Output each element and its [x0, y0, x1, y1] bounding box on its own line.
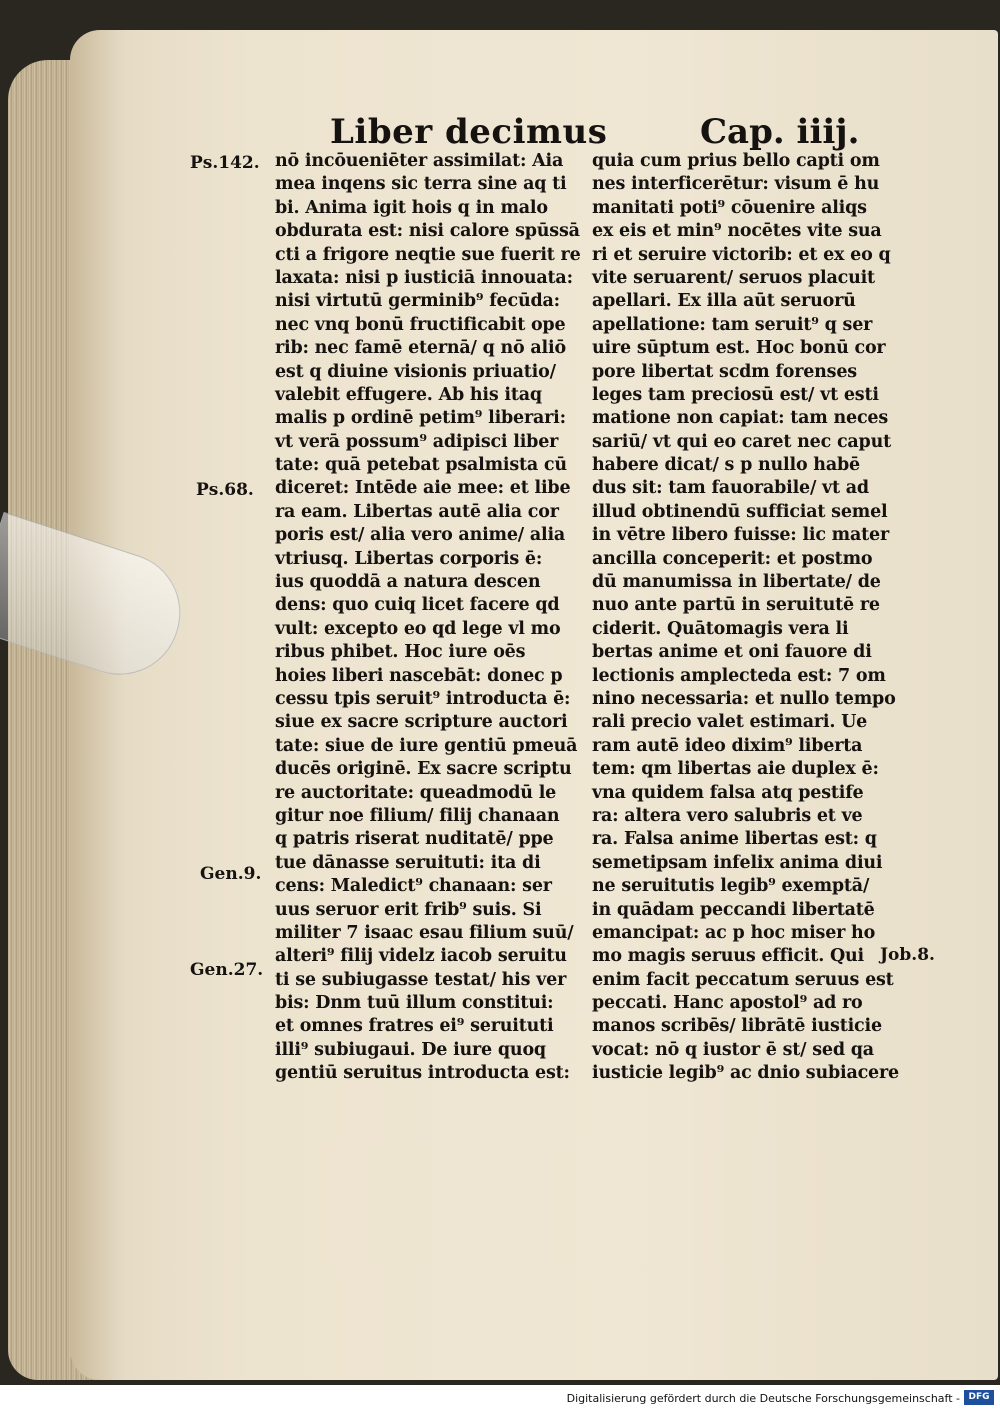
text-line: apellatione: tam seruit⁹ q ser	[592, 314, 873, 335]
text-line: laxata: nisi p iusticiā innouata:	[275, 267, 573, 288]
text-line: ducēs originē. Ex sacre scriptu	[275, 759, 572, 780]
text-line: valebit effugere. Ab his itaq	[275, 384, 542, 405]
text-line: nuo ante partū in seruitutē re	[592, 595, 880, 616]
text-line: vocat: nō q iustor ē st/ sed qa	[592, 1039, 874, 1060]
text-column-left	[275, 150, 581, 1086]
text-line: sariū/ vt qui eo caret nec caput	[592, 431, 891, 452]
funding-credit: Digitalisierung gefördert durch die Deutsche Forschungsgemeinschaft -	[566, 1392, 960, 1405]
text-column-right	[592, 150, 899, 1086]
text-line: rib: nec famē eternā/ q nō aliō	[275, 338, 566, 359]
text-line: nō incōueniēter assimilat: Aia	[275, 151, 564, 171]
text-line: illud obtinendū sufficiat semel	[592, 501, 888, 522]
text-line: diceret: Intēde aie mee: et libe	[275, 478, 571, 499]
text-line: mo magis seruus efficit. Qui	[592, 946, 864, 967]
text-line: iusticie legib⁹ ac dnio subiacere	[592, 1063, 899, 1084]
text-line: obdurata est: nisi calore spūssā	[275, 221, 580, 242]
text-line: manitati poti⁹ cōuenire aliqs	[592, 197, 867, 218]
text-line: apellari. Ex illa aūt seruorū	[592, 291, 856, 312]
text-line: dū manumissa in libertate/ de	[592, 572, 881, 593]
text-line: gitur noe filium/ filij chanaan	[275, 805, 560, 826]
text-line: alteri⁹ filij videlz iacob seruitu	[275, 946, 567, 967]
text-line: nisi virtutū germinib⁹ fecūda:	[275, 291, 560, 312]
text-line: ra. Falsa anime libertas est: q	[592, 829, 877, 850]
text-line: cens: Maledict⁹ chanaan: ser	[275, 876, 552, 897]
text-line: vite seruarent/ seruos placuit	[592, 267, 875, 288]
text-line: quia cum prius bello capti om	[592, 151, 880, 171]
text-line: poris est/ alia vero anime/ alia	[275, 525, 566, 546]
text-line: hoies liberi nascebāt: donec p	[275, 665, 563, 686]
text-line: ra: altera vero salubris et ve	[592, 805, 863, 826]
marginal-note-ps68: Ps.68.	[196, 480, 254, 500]
text-line: vna quidem falsa atq pestife	[592, 782, 864, 803]
text-line: ancilla conceperit: et postmo	[592, 548, 873, 569]
text-line: ram autē ideo dixim⁹ liberta	[592, 735, 863, 756]
text-line: siue ex sacre scripture auctori	[275, 712, 568, 733]
text-line: enim facit peccatum seruus est	[592, 969, 894, 990]
text-line: ti se subiugasse testat/ his ver	[275, 969, 567, 990]
text-line: q patris riserat nuditatē/ ppe	[275, 829, 554, 850]
marginal-note-gen9: Gen.9.	[200, 864, 262, 884]
text-line: tem: qm libertas aie duplex ē:	[592, 759, 879, 780]
running-header-chapter: Cap. iiij.	[700, 112, 860, 152]
text-line: semetipsam infelix anima diui	[592, 852, 883, 873]
text-line: cessu tpis seruit⁹ introducta ē:	[275, 688, 571, 709]
text-line: dus sit: tam fauorabile/ vt ad	[592, 478, 869, 499]
text-line: et omnes fratres ei⁹ seruituti	[275, 1016, 554, 1037]
text-line: in quādam peccandi libertatē	[592, 899, 875, 920]
text-line: emancipat: ac p hoc miser ho	[592, 922, 876, 943]
text-line: peccati. Hanc apostol⁹ ad ro	[592, 993, 863, 1014]
text-line: ciderit. Quātomagis vera li	[592, 618, 849, 639]
text-line: in vētre libero fuisse: lic mater	[592, 525, 889, 546]
text-line: ri et seruire victorib: et ex eo q	[592, 244, 891, 265]
text-line: ne seruitutis legib⁹ exemptā/	[592, 876, 870, 897]
text-line: tate: quā petebat psalmista cū	[275, 455, 567, 476]
text-line: manos scribēs/ librātē iusticie	[592, 1016, 882, 1037]
text-line: militer 7 isaac esau filium suū/	[275, 922, 574, 943]
text-line: vt verā possum⁹ adipisci liber	[275, 431, 559, 452]
running-header-book: Liber decimus	[330, 112, 608, 152]
text-line: malis p ordinē petim⁹ liberari:	[275, 408, 566, 429]
text-line: uus seruor erit frib⁹ suis. Si	[275, 899, 542, 920]
text-line: cti a frigore neqtie sue fuerit re	[275, 244, 581, 265]
text-line: nes interficerētur: visum ē hu	[592, 174, 880, 195]
text-line: bertas anime et oni fauore di	[592, 642, 872, 663]
text-line: est q diuine visionis priuatio/	[275, 361, 556, 382]
text-line: uire sūptum est. Hoc bonū cor	[592, 338, 886, 359]
text-line: bis: Dnm tuū illum constitui:	[275, 993, 554, 1014]
text-line: vtriusq. Libertas corporis ē:	[275, 548, 543, 569]
text-line: vult: excepto eo qd lege vl mo	[275, 618, 561, 639]
text-line: illi⁹ subiugaui. De iure quoq	[275, 1039, 546, 1060]
text-line: matione non capiat: tam neces	[592, 408, 889, 429]
dfg-logo: DFG	[964, 1390, 994, 1405]
text-line: rali precio valet estimari. Ue	[592, 712, 868, 733]
marginal-note-gen27: Gen.27.	[190, 960, 264, 980]
marginal-note-job8: Job.8.	[880, 945, 935, 965]
text-line: nino necessaria: et nullo tempo	[592, 688, 896, 709]
text-line: dens: quo cuiq licet facere qd	[275, 595, 560, 616]
text-line: lectionis amplecteda est: 7 om	[592, 665, 886, 686]
text-line: gentiū seruitus introducta est:	[275, 1063, 570, 1084]
text-line: ribus phibet. Hoc iure oēs	[275, 642, 526, 663]
text-line: tue dānasse seruituti: ita di	[275, 852, 541, 873]
text-line: habere dicat/ s p nullo habē	[592, 455, 860, 476]
marginal-note-ps142: Ps.142.	[190, 153, 260, 173]
text-line: nec vnq bonū fructificabit ope	[275, 314, 566, 335]
text-line: bi. Anima igit hois q in malo	[275, 197, 548, 218]
text-line: ra eam. Libertas autē alia cor	[275, 501, 559, 522]
text-line: tate: siue de iure gentiū pmeuā	[275, 735, 578, 756]
text-line: re auctoritate: queadmodū le	[275, 782, 557, 803]
text-line: pore libertat scdm forenses	[592, 361, 857, 382]
text-line: ius quoddā a natura descen	[275, 572, 541, 593]
text-line: mea inqens sic terra sine aq ti	[275, 174, 567, 195]
text-line: ex eis et min⁹ nocētes vite sua	[592, 221, 882, 242]
text-line: leges tam preciosū est/ vt esti	[592, 384, 879, 405]
